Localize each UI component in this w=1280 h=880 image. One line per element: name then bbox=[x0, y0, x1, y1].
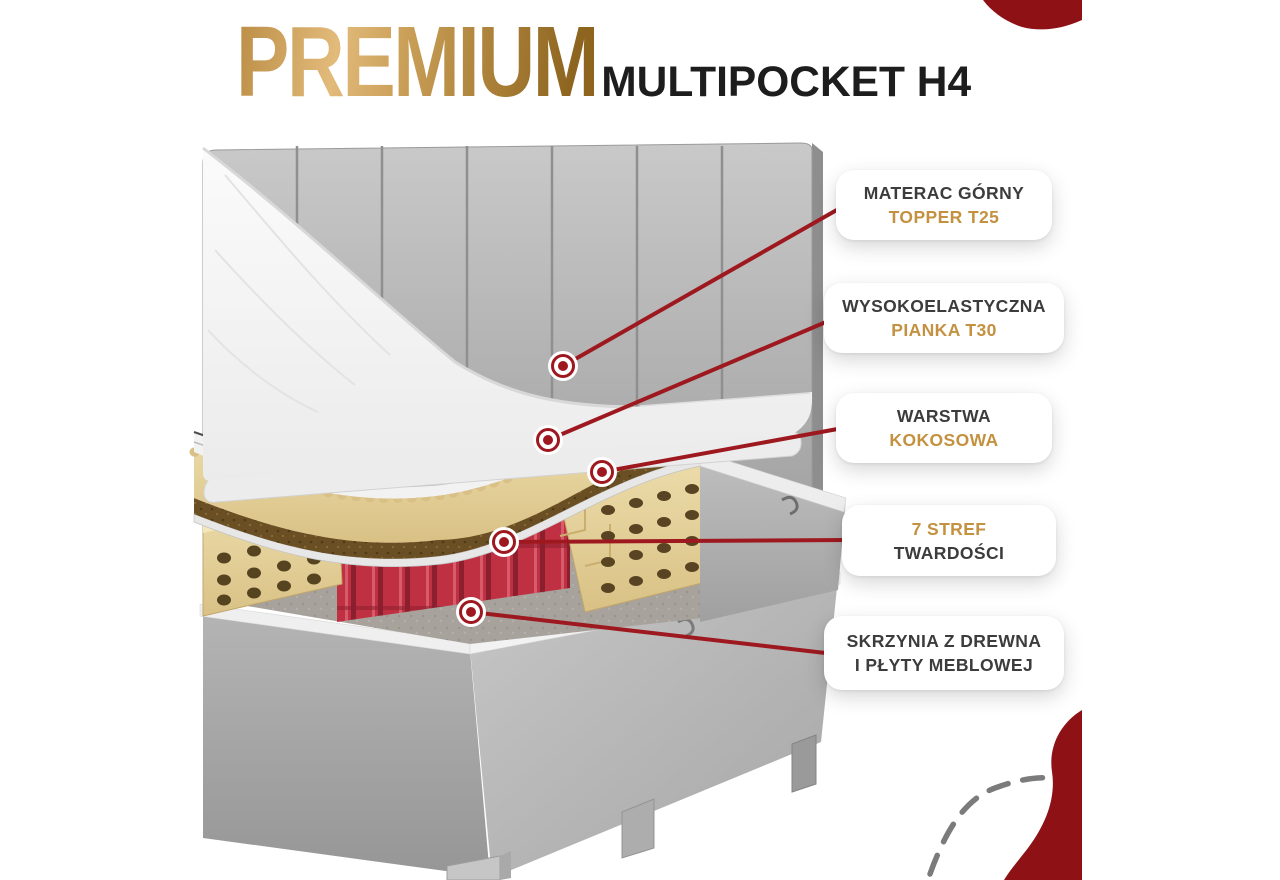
foam-hole bbox=[629, 524, 643, 534]
foam-hole bbox=[601, 583, 615, 593]
foam-hole bbox=[247, 588, 261, 599]
foam-hole bbox=[657, 517, 671, 527]
model-name: MULTIPOCKET H4 bbox=[601, 59, 972, 106]
callout-card-coconut bbox=[836, 393, 1052, 463]
callout-card-zones bbox=[842, 505, 1056, 576]
foam-hole bbox=[217, 595, 231, 606]
foam-hole bbox=[247, 568, 261, 579]
foam-hole bbox=[277, 581, 291, 592]
foam-hole bbox=[685, 510, 699, 520]
foam-hole bbox=[277, 561, 291, 572]
callout-card-line: WARSTWA bbox=[896, 406, 992, 426]
callout-card-line: KOKOSOWA bbox=[889, 430, 999, 450]
callout-card-line: 7 STREF bbox=[911, 518, 987, 539]
callout-dot-coconut bbox=[587, 457, 617, 487]
foam-hole bbox=[629, 576, 643, 586]
foam-hole bbox=[629, 498, 643, 508]
callout-card-line: PIANKA T30 bbox=[891, 320, 997, 340]
foam-hole bbox=[685, 562, 699, 572]
callout-card-topper bbox=[836, 170, 1052, 240]
callout-card-line: TOPPER T25 bbox=[888, 207, 1000, 227]
foam-hole bbox=[247, 546, 261, 557]
foam-hole bbox=[307, 574, 321, 585]
foam-hole bbox=[217, 553, 231, 564]
foam-hole bbox=[601, 557, 615, 567]
callout-line-zones bbox=[504, 540, 849, 542]
callout-dot-zones bbox=[489, 527, 519, 557]
decoration-blob-bottom bbox=[1004, 710, 1082, 880]
page-title bbox=[236, 6, 972, 118]
decoration-blob-top bbox=[983, 0, 1082, 29]
foam-hole bbox=[629, 550, 643, 560]
callout-card-foam bbox=[824, 283, 1064, 353]
foam-hole bbox=[685, 484, 699, 494]
foam-hole bbox=[217, 575, 231, 586]
callout-dot-topper bbox=[548, 351, 578, 381]
foam-hole bbox=[657, 543, 671, 553]
callout-card-line: WYSOKOELASTYCZNA bbox=[842, 296, 1046, 316]
callout-card-line: I PŁYTY MEBLOWEJ bbox=[854, 655, 1034, 675]
callout-card-line: MATERAC GÓRNY bbox=[863, 183, 1025, 203]
bed-cutaway bbox=[194, 143, 846, 880]
brand-name: PREMIUM bbox=[236, 6, 597, 118]
callout-card-line: SKRZYNIA Z DREWNA bbox=[846, 631, 1042, 651]
callout-dot-foam bbox=[533, 425, 563, 455]
foam-hole bbox=[601, 505, 615, 515]
foam-hole bbox=[657, 491, 671, 501]
callout-card-line: TWARDOŚCI bbox=[893, 542, 1005, 563]
callout-card-box bbox=[824, 616, 1064, 690]
foam-hole bbox=[657, 569, 671, 579]
callout-dot-box bbox=[456, 597, 486, 627]
